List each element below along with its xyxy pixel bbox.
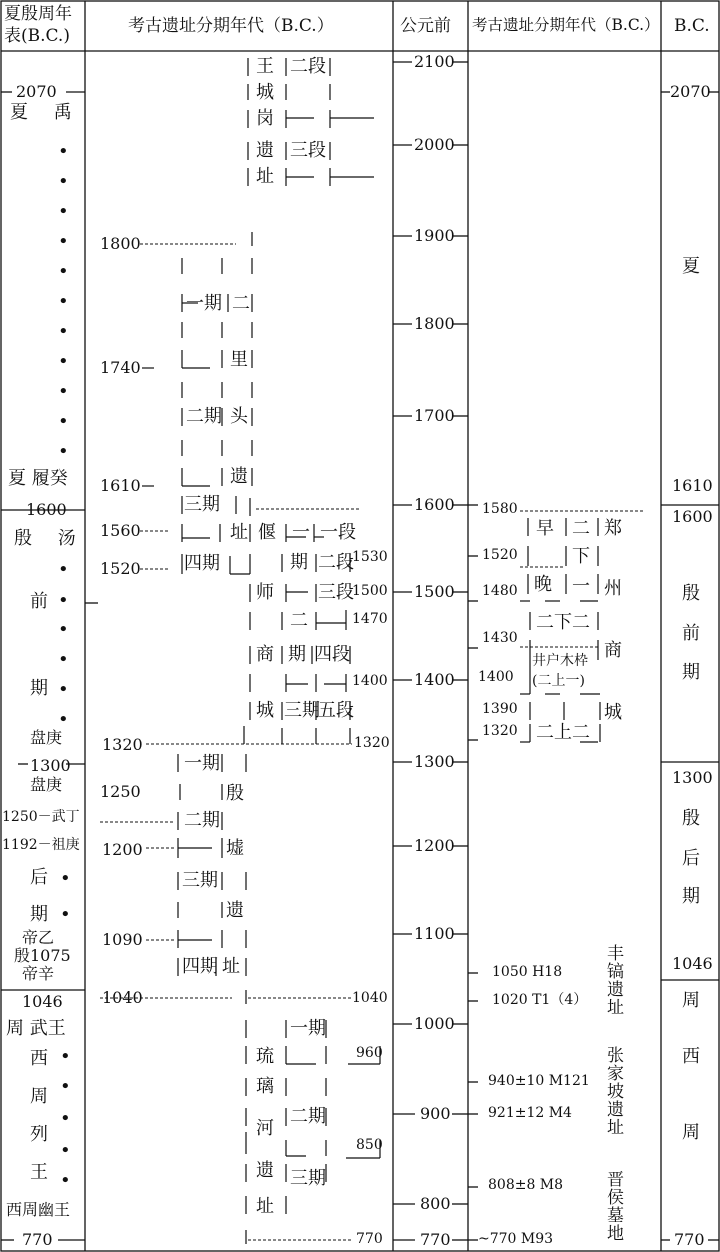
zz-label: 井户木枠 [532, 653, 588, 669]
col5-year: 770 [674, 1230, 705, 1249]
dot-icon: • [60, 868, 71, 889]
erlitou-date: 1800 [100, 234, 141, 253]
date-label: 1040 [102, 988, 143, 1007]
yanshi-period: 期 [290, 552, 308, 573]
axis-tick-label: 2000 [414, 135, 455, 154]
col1-ruler: 夏 履癸 [8, 468, 68, 489]
zz-label: 二 [572, 518, 590, 539]
axis-tick-label: 1000 [414, 1014, 455, 1033]
yinxu-phase: 二期 [184, 810, 220, 831]
zz-name-char: 郑 [604, 518, 622, 539]
zz-name-char: 城 [604, 702, 622, 723]
site-item: 921±12 M4 [488, 1105, 572, 1121]
col1-ruler: 1192－祖庚 [2, 837, 80, 853]
zz-label: 一 [572, 576, 590, 597]
liulihe-phase: 一期 [290, 1018, 326, 1039]
col1-label: 期 [30, 904, 48, 925]
zz-name-char: 商 [604, 640, 622, 661]
col5-era: 期 [682, 886, 700, 907]
erlitou-phase: 二期 [186, 406, 222, 427]
axis-tick-label: 770 [420, 1230, 451, 1249]
axis-tick-label: 1800 [414, 314, 455, 333]
liulihe-date: 850 [356, 1137, 383, 1153]
yanshi-date: 1500 [352, 583, 388, 599]
axis-tick-label: 1700 [414, 406, 455, 425]
col5-era: 西 [682, 1046, 700, 1067]
site-item: 808±8 M8 [488, 1177, 564, 1193]
col1-ruler: 盘庚 [30, 775, 63, 794]
header-col4: 考古遗址分期年代（B.C.） [472, 16, 660, 34]
dot-icon: • [58, 619, 69, 640]
col1-year: 1300 [30, 756, 71, 775]
zz-date: 1320 [482, 723, 518, 739]
yinxu-phase: 三期 [182, 870, 218, 891]
wcg-phase: 二段 [290, 56, 326, 77]
zz-date: 1580 [482, 501, 518, 517]
dot-icon: • [58, 261, 69, 282]
col5-era: 周 [682, 990, 700, 1011]
date-label: 1090 [102, 930, 143, 949]
col1-ruler: 1250－武丁 [2, 809, 80, 825]
dot-icon: • [58, 141, 69, 162]
col5-year: 1046 [672, 954, 713, 973]
yanshi-char: 偃 [258, 522, 276, 543]
dot-icon: • [60, 1140, 71, 1161]
header-col1-line1: 夏殷周年 [4, 4, 72, 24]
dot-icon: • [60, 1108, 71, 1129]
erlitou-date: 1610 [100, 476, 141, 495]
zz-label: 早 [536, 518, 554, 539]
yinxu-char: 墟 [226, 838, 244, 859]
yanshi-period: 一 [292, 522, 310, 543]
erlitou-phase: 四期 [184, 553, 220, 574]
yinxu-char: 遗 [226, 900, 244, 921]
yanshi-segment: 五段 [318, 700, 354, 721]
wcg-phase: 三段 [290, 140, 326, 161]
header-col1-line2: 表(B.C.) [4, 26, 70, 46]
yanshi-date: 1530 [352, 549, 388, 565]
col5-year: 1610 [672, 476, 713, 495]
dot-icon: • [60, 904, 71, 925]
liulihe-char: 河 [256, 1118, 274, 1139]
zz-date: 1390 [482, 701, 518, 717]
col1-ruler: 西周幽王 [6, 1200, 71, 1219]
yanshi-segment: 一段 [320, 522, 356, 543]
liulihe-char: 址 [256, 1196, 274, 1217]
erlitou-date: 1740 [100, 358, 141, 377]
axis-tick-label: 900 [420, 1104, 451, 1123]
dot-icon: • [58, 649, 69, 670]
col5-era: 殷 [682, 808, 700, 829]
liulihe-char: 遗 [256, 1160, 274, 1181]
yinxu-char: 址 [222, 956, 240, 977]
axis-tick-label: 1400 [414, 670, 455, 689]
yanshi-segment: 四段 [314, 644, 350, 665]
col5-year: 1300 [672, 768, 713, 787]
zz-date: 1480 [482, 583, 518, 599]
col1-label: 王 [30, 1162, 48, 1183]
col5-era: 后 [682, 848, 700, 869]
yanshi-period: 期 [288, 644, 306, 665]
erlitou-char: 里 [230, 349, 248, 370]
zz-label: 二下二 [536, 612, 590, 633]
axis-tick-label: 2100 [414, 52, 455, 71]
liulihe-char: 璃 [256, 1076, 274, 1097]
yinxu-phase: 四期 [182, 956, 218, 977]
date-label: 1320 [102, 735, 143, 754]
axis-tick-label: 1100 [414, 924, 455, 943]
col1-year: 1600 [26, 500, 67, 519]
zz-date: 1430 [482, 630, 518, 646]
wcg-char: 遗 [256, 140, 274, 161]
yanshi-char: 城 [256, 700, 274, 721]
yanshi-date: 1320 [354, 735, 390, 751]
site-item: 940±10 M121 [488, 1073, 590, 1089]
yanshi-segment: 二段 [318, 552, 354, 573]
dot-icon: • [60, 1170, 71, 1191]
date-label: 1250 [100, 782, 141, 801]
wcg-char: 王 [256, 56, 274, 77]
col1-label: 期 [30, 678, 48, 699]
col5-year: 2070 [670, 82, 711, 101]
axis-tick-label: 1500 [414, 582, 455, 601]
axis-tick-label: 1600 [414, 495, 455, 514]
zz-label: (二上一) [532, 673, 585, 689]
zz-name-char: 州 [604, 578, 622, 599]
liulihe-phase: 三期 [290, 1168, 326, 1189]
dot-icon: • [58, 590, 69, 611]
yinxu-phase: 一期 [184, 753, 220, 774]
col5-era: 周 [682, 1122, 700, 1143]
col1-label: 西 [30, 1048, 48, 1069]
col1-ruler: 周 武王 [6, 1018, 66, 1039]
dot-icon: • [58, 559, 69, 580]
col1-year: 2070 [16, 82, 57, 101]
wcg-char: 岗 [256, 108, 274, 129]
erlitou-date: 1520 [100, 559, 141, 578]
col5-era: 夏 [682, 256, 700, 277]
dot-icon: • [58, 441, 69, 462]
dot-icon: • [58, 201, 69, 222]
col1-ruler: 殷 汤 [14, 528, 86, 549]
dot-icon: • [58, 171, 69, 192]
wcg-char: 址 [256, 166, 274, 187]
col1-year: 1046 [22, 992, 63, 1011]
dot-icon: • [58, 231, 69, 252]
dot-icon: • [58, 679, 69, 700]
erlitou-char: 址 [230, 522, 248, 543]
yanshi-segment: 三段 [318, 582, 354, 603]
erlitou-phase: 三期 [184, 494, 220, 515]
col5-era: 殷 [682, 583, 700, 604]
liulihe-phase: 二期 [290, 1106, 326, 1127]
col1-ruler: 盘庚 [30, 728, 63, 747]
site-item: ~770 M93 [478, 1231, 554, 1247]
col1-label: 后 [30, 867, 48, 888]
zz-label: 二上二 [536, 722, 590, 743]
erlitou-char: 二 [232, 293, 250, 314]
erlitou-char: 头 [230, 406, 248, 427]
col5-year: 1600 [672, 507, 713, 526]
col1-ruler: 帝乙 [22, 928, 55, 947]
erlitou-char: 遗 [230, 466, 248, 487]
col5-era: 期 [682, 662, 700, 683]
yanshi-char: 师 [256, 582, 274, 603]
date-label: 1040 [352, 990, 388, 1006]
site-item: 1050 H18 [492, 964, 563, 980]
axis-tick-label: 1900 [414, 226, 455, 245]
dot-icon: • [58, 321, 69, 342]
zz-date: 1520 [482, 547, 518, 563]
col1-label: 列 [30, 1124, 48, 1145]
yinxu-char: 殷 [226, 783, 244, 804]
yanshi-period: 二 [290, 610, 308, 631]
zz-date: 1400 [478, 669, 514, 685]
col1-ruler: 帝辛 [22, 964, 55, 983]
col1-label: 周 [30, 1086, 48, 1107]
col1-ruler: 夏 禹 [10, 102, 82, 123]
liulihe-date: 960 [356, 1045, 383, 1061]
yanshi-char: 商 [256, 644, 274, 665]
liulihe-char: 琉 [256, 1046, 274, 1067]
erlitou-date: 1560 [100, 521, 141, 540]
wcg-char: 城 [256, 82, 274, 103]
axis-tick-label: 1300 [414, 752, 455, 771]
dot-icon: • [58, 381, 69, 402]
site-name-jinhou: 晋侯墓地 [603, 1170, 623, 1242]
header-col3: 公元前 [400, 16, 451, 36]
site-name-zhangjiapo: 张家坡遗址 [603, 1046, 623, 1136]
col1-year: 770 [22, 1230, 53, 1249]
col1-ruler: 殷1075 [14, 946, 71, 965]
dot-icon: • [58, 411, 69, 432]
yanshi-period: 三期 [284, 700, 320, 721]
liulihe-date: 770 [356, 1231, 383, 1247]
header-col5: B.C. [674, 16, 710, 36]
header-col2: 考古遗址分期年代（B.C.） [128, 16, 334, 36]
yanshi-date: 1470 [352, 611, 388, 627]
yanshi-date: 1400 [352, 673, 388, 689]
dot-icon: • [58, 709, 69, 730]
axis-tick-label: 1200 [414, 836, 455, 855]
site-name-fenghao: 丰镐遗址 [603, 944, 623, 1016]
zz-label: 晚 [534, 574, 552, 595]
erlitou-phase: 一期 [186, 293, 222, 314]
axis-tick-label: 800 [420, 1194, 451, 1213]
dot-icon: • [58, 351, 69, 372]
date-label: 1200 [102, 840, 143, 859]
dot-icon: • [60, 1076, 71, 1097]
col1-label: 前 [30, 591, 48, 612]
dot-icon: • [58, 291, 69, 312]
zz-label: 下 [572, 546, 590, 567]
dot-icon: • [60, 1046, 71, 1067]
site-item: 1020 T1（4） [492, 992, 588, 1008]
col5-era: 前 [682, 623, 700, 644]
